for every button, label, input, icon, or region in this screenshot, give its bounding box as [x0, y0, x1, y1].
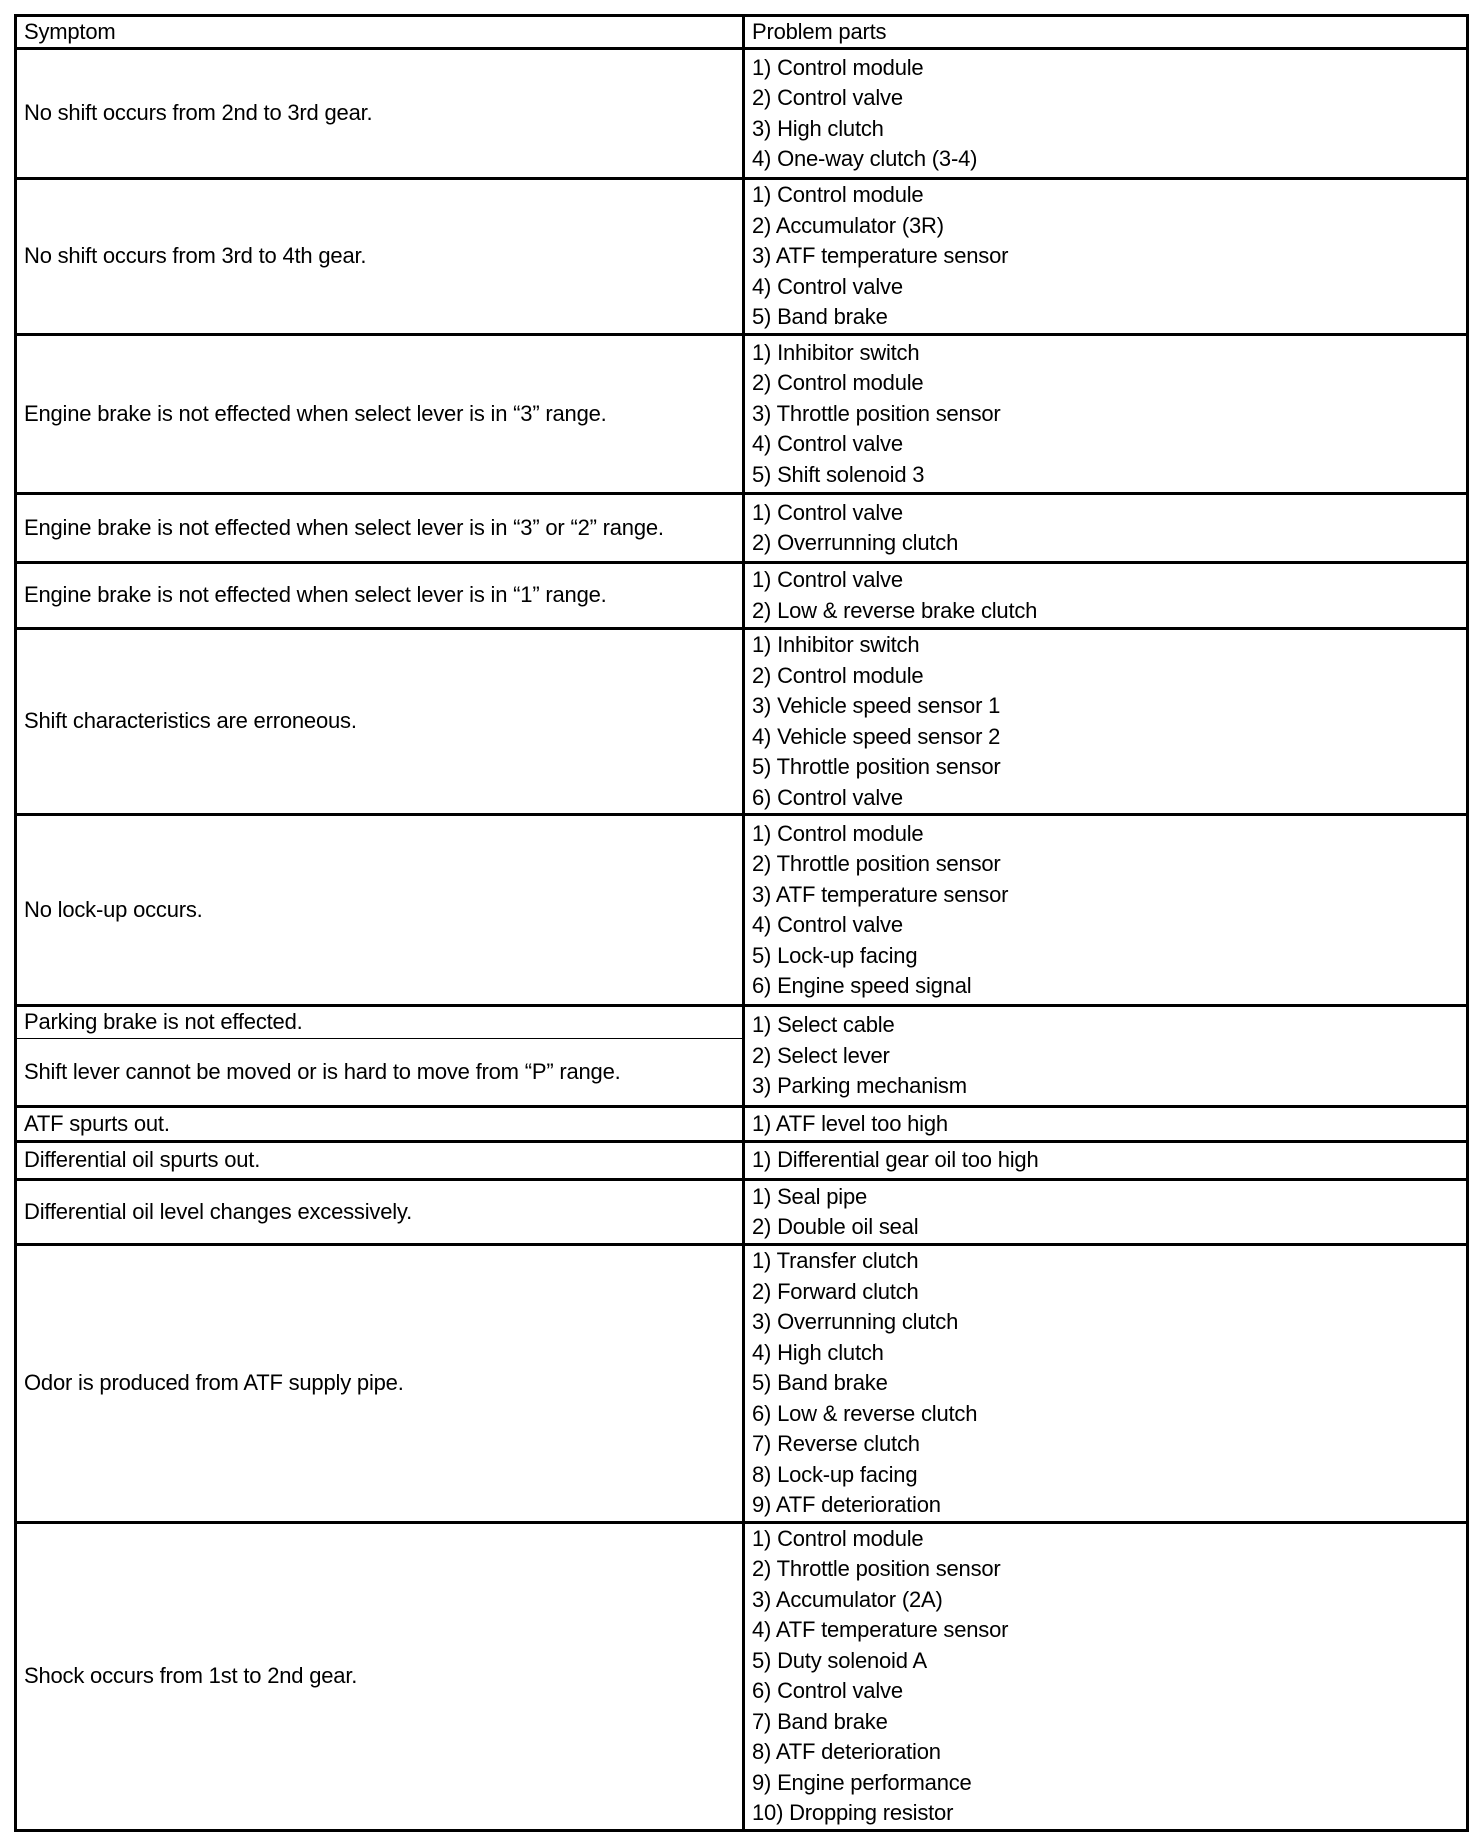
- problem-part-item: 7) Band brake: [752, 1708, 888, 1734]
- problem-part-item: 4) ATF temperature sensor: [752, 1617, 1009, 1642]
- symptom-cell: Shift characteristics are erroneous.: [16, 629, 744, 815]
- problem-part-item: 4) High clutch: [752, 1339, 884, 1365]
- problem-part-item: 8) ATF deterioration: [752, 1739, 941, 1764]
- problem-part-item: 2) Control module: [752, 370, 924, 396]
- problem-parts-cell: [744, 563, 1468, 629]
- problem-parts-cell: [744, 1107, 1468, 1142]
- problem-part-item: 3) ATF temperature sensor: [752, 881, 1009, 907]
- problem-part-item: 1) Control module: [752, 182, 924, 208]
- problem-parts-cell: [744, 815, 1468, 1006]
- problem-part-item: 2) Control module: [752, 662, 924, 688]
- problem-part-item: 3) Vehicle speed sensor 1: [752, 693, 1001, 718]
- problem-parts-cell: [744, 1245, 1468, 1523]
- problem-parts-cell: [744, 1142, 1468, 1180]
- problem-parts-cell: [744, 49, 1468, 179]
- problem-part-item: 1) Select cable: [752, 1012, 895, 1038]
- problem-part-item: 3) ATF temperature sensor: [752, 243, 1009, 269]
- problem-part-item: 3) Overrunning clutch: [752, 1309, 959, 1334]
- problem-part-item: 1) Seal pipe: [752, 1183, 868, 1209]
- problem-part-item: 2) Throttle position sensor: [752, 1556, 1001, 1581]
- problem-part-item: 2) Throttle position sensor: [752, 851, 1001, 876]
- symptom-cell: No shift occurs from 2nd to 3rd gear.: [16, 49, 744, 179]
- problem-part-item: 10) Dropping resistor: [752, 1800, 954, 1825]
- problem-part-item: 6) Engine speed signal: [752, 973, 972, 998]
- table-row: [16, 335, 1468, 494]
- table-row: [16, 494, 1468, 563]
- symptom-cell: Odor is produced from ATF supply pipe.: [16, 1245, 744, 1523]
- table-row: [16, 1245, 1468, 1523]
- problem-part-item: 1) Control module: [752, 820, 924, 846]
- problem-part-item: 3) High clutch: [752, 115, 884, 141]
- problem-part-item: 1) Inhibitor switch: [752, 632, 920, 657]
- problem-part-item: 9) Engine performance: [752, 1769, 972, 1795]
- problem-part-item: 4) Control valve: [752, 912, 903, 937]
- problem-part-item: 4) Control valve: [752, 273, 903, 299]
- symptom-problem-parts-table: [14, 14, 1469, 1832]
- symptom-cell: Engine brake is not effected when select lever is in “3” range.: [16, 335, 744, 494]
- problem-parts-cell: [744, 1006, 1468, 1107]
- problem-part-item: 3) Throttle position sensor: [752, 400, 1001, 426]
- problem-part-item: 8) Lock-up facing: [752, 1461, 918, 1487]
- problem-part-item: 6) Control valve: [752, 784, 903, 810]
- problem-part-item: 2) Low & reverse brake clutch: [752, 597, 1038, 623]
- problem-parts-cell: [744, 1522, 1468, 1830]
- table-row: [16, 1180, 1468, 1245]
- problem-part-item: 3) Accumulator (2A): [752, 1586, 943, 1612]
- problem-part-item: 2) Overrunning clutch: [752, 530, 959, 555]
- problem-part-item: 7) Reverse clutch: [752, 1431, 920, 1456]
- table-row: [16, 629, 1468, 815]
- problem-part-item: 4) Control valve: [752, 431, 903, 457]
- problem-parts-cell: [744, 179, 1468, 335]
- problem-part-item: 1) Control module: [752, 1525, 924, 1551]
- header-problem-parts: Problem parts: [744, 16, 1468, 49]
- problem-part-item: 1) Control module: [752, 54, 924, 80]
- problem-part-item: 2) Accumulator (3R): [752, 212, 944, 238]
- problem-part-item: 1) Differential gear oil too high: [752, 1147, 1039, 1173]
- table-row: [16, 1006, 1468, 1039]
- table-row: [16, 815, 1468, 1006]
- problem-part-item: 1) Transfer clutch: [752, 1248, 919, 1273]
- problem-part-item: 3) Parking mechanism: [752, 1073, 967, 1099]
- problem-part-item: 5) Shift solenoid 3: [752, 461, 925, 487]
- problem-part-item: 2) Double oil seal: [752, 1214, 919, 1239]
- problem-part-item: 5) Throttle position sensor: [752, 754, 1001, 779]
- table-row: [16, 1522, 1468, 1830]
- problem-part-item: 5) Band brake: [752, 304, 888, 330]
- problem-part-item: 9) ATF deterioration: [752, 1492, 941, 1517]
- table-header-row: [16, 16, 1468, 49]
- problem-part-item: 6) Low & reverse clutch: [752, 1400, 978, 1426]
- problem-part-item: 2) Forward clutch: [752, 1278, 919, 1304]
- problem-parts-cell: [744, 335, 1468, 494]
- table-row: [16, 179, 1468, 335]
- table-row: [16, 563, 1468, 629]
- problem-part-item: 4) Vehicle speed sensor 2: [752, 723, 1001, 749]
- problem-parts-cell: [744, 494, 1468, 563]
- symptom-cell: No lock-up occurs.: [16, 815, 744, 1006]
- symptom-cell: Engine brake is not effected when select lever is in “1” range.: [16, 563, 744, 629]
- problem-part-item: 1) Inhibitor switch: [752, 339, 920, 365]
- problem-part-item: 5) Band brake: [752, 1370, 888, 1395]
- symptom-cell: Differential oil spurts out.: [16, 1142, 744, 1180]
- symptom-cell: Shock occurs from 1st to 2nd gear.: [16, 1522, 744, 1830]
- problem-part-item: 5) Duty solenoid A: [752, 1647, 927, 1673]
- problem-part-item: 4) One-way clutch (3-4): [752, 146, 978, 171]
- symptom-cell: Shift lever cannot be moved or is hard to move from “P” range.: [16, 1039, 744, 1107]
- symptom-cell: Engine brake is not effected when select lever is in “3” or “2” range.: [16, 494, 744, 563]
- problem-part-item: 5) Lock-up facing: [752, 942, 918, 968]
- problem-part-item: 1) Control valve: [752, 499, 903, 525]
- problem-part-item: 1) ATF level too high: [752, 1110, 948, 1136]
- problem-parts-cell: [744, 1180, 1468, 1245]
- symptom-cell: Parking brake is not effected.: [16, 1006, 744, 1039]
- symptom-cell: Differential oil level changes excessively.: [16, 1180, 744, 1245]
- table-row: [16, 1107, 1468, 1142]
- symptom-cell: ATF spurts out.: [16, 1107, 744, 1142]
- problem-part-item: 2) Select lever: [752, 1042, 890, 1068]
- header-symptom: Symptom: [16, 16, 744, 49]
- table-row: [16, 1142, 1468, 1180]
- problem-part-item: 6) Control valve: [752, 1678, 903, 1703]
- problem-parts-cell: [744, 629, 1468, 815]
- symptom-cell: No shift occurs from 3rd to 4th gear.: [16, 179, 744, 335]
- problem-part-item: 2) Control valve: [752, 85, 903, 110]
- problem-part-item: 1) Control valve: [752, 567, 903, 592]
- table-row: [16, 49, 1468, 179]
